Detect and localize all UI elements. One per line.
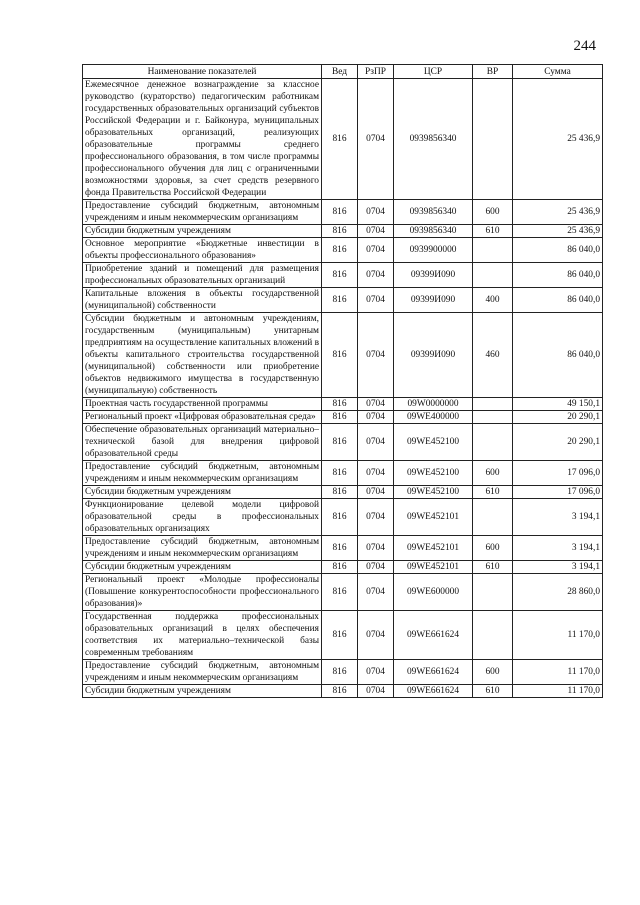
table-row: [83, 288, 603, 313]
cell-ved: 816: [322, 660, 358, 685]
cell-vr: [473, 499, 513, 536]
cell-rzpr: 0704: [358, 536, 394, 561]
cell-csr: 09399И090: [394, 313, 473, 398]
cell-sum: 86 040,0: [513, 263, 603, 288]
cell-ved: 816: [322, 499, 358, 536]
cell-rzpr: 0704: [358, 79, 394, 200]
cell-sum: 3 194,1: [513, 561, 603, 574]
cell-ved: 816: [322, 424, 358, 461]
table-row: [83, 79, 603, 200]
cell-csr: 09W0000000: [394, 398, 473, 411]
table-row: [83, 424, 603, 461]
cell-name: Проектная часть государственной программы: [83, 398, 322, 411]
cell-name: Предоставление субсидий бюджетным, автономным учреждениям и иным некоммерческим организациям: [83, 536, 322, 561]
table-row: [83, 486, 603, 499]
column-header-ved: Вед: [322, 65, 358, 79]
cell-name: Региональный проект «Цифровая образовательная среда»: [83, 411, 322, 424]
cell-name: Субсидии бюджетным учреждениям: [83, 486, 322, 499]
cell-ved: 816: [322, 574, 358, 611]
column-header-csr: ЦСР: [394, 65, 473, 79]
cell-sum: 3 194,1: [513, 499, 603, 536]
cell-name: Субсидии бюджетным учреждениям: [83, 225, 322, 238]
cell-ved: 816: [322, 561, 358, 574]
cell-sum: 17 096,0: [513, 486, 603, 499]
table-row: [83, 574, 603, 611]
cell-vr: 610: [473, 225, 513, 238]
cell-name: Обеспечение образовательных организаций материально–технической базой для внедрения цифровой образовательной среды: [83, 424, 322, 461]
cell-sum: 86 040,0: [513, 313, 603, 398]
cell-sum: 3 194,1: [513, 536, 603, 561]
cell-csr: 09WE452101: [394, 536, 473, 561]
table-row: [83, 461, 603, 486]
table-row: [83, 499, 603, 536]
table-row: [83, 313, 603, 398]
table-row: [83, 536, 603, 561]
cell-ved: 816: [322, 79, 358, 200]
cell-sum: 49 150,1: [513, 398, 603, 411]
cell-vr: [473, 79, 513, 200]
cell-rzpr: 0704: [358, 660, 394, 685]
cell-rzpr: 0704: [358, 499, 394, 536]
table-row: [83, 238, 603, 263]
cell-name: Государственная поддержка профессиональных образовательных организаций в целях обеспечения соответствия их материально–технической базы современным требованиям: [83, 611, 322, 660]
cell-vr: 610: [473, 685, 513, 698]
cell-sum: 20 290,1: [513, 424, 603, 461]
cell-name: Предоставление субсидий бюджетным, автономным учреждениям и иным некоммерческим организациям: [83, 200, 322, 225]
cell-rzpr: 0704: [358, 225, 394, 238]
cell-csr: 09399И090: [394, 263, 473, 288]
cell-vr: 610: [473, 486, 513, 499]
cell-ved: 816: [322, 411, 358, 424]
column-header-sum: Сумма: [513, 65, 603, 79]
cell-ved: 816: [322, 611, 358, 660]
cell-vr: [473, 411, 513, 424]
cell-ved: 816: [322, 486, 358, 499]
cell-name: Предоставление субсидий бюджетным, автономным учреждениям и иным некоммерческим организациям: [83, 461, 322, 486]
cell-ved: 816: [322, 225, 358, 238]
cell-name: Предоставление субсидий бюджетным, автономным учреждениям и иным некоммерческим организациям: [83, 660, 322, 685]
table-row: [83, 200, 603, 225]
cell-csr: 09WE452100: [394, 461, 473, 486]
cell-csr: 09399И090: [394, 288, 473, 313]
cell-csr: 0939856340: [394, 200, 473, 225]
table-row: [83, 685, 603, 698]
table-row: [83, 660, 603, 685]
table-row: [83, 561, 603, 574]
cell-rzpr: 0704: [358, 561, 394, 574]
cell-rzpr: 0704: [358, 574, 394, 611]
cell-csr: 0939900000: [394, 238, 473, 263]
cell-ved: 816: [322, 461, 358, 486]
cell-vr: [473, 398, 513, 411]
cell-rzpr: 0704: [358, 313, 394, 398]
cell-csr: 09WE452101: [394, 561, 473, 574]
cell-ved: 816: [322, 200, 358, 225]
cell-vr: [473, 424, 513, 461]
cell-name: Региональный проект «Молодые профессионалы (Повышение конкурентоспособности профессионального образования)»: [83, 574, 322, 611]
cell-sum: 20 290,1: [513, 411, 603, 424]
cell-vr: 600: [473, 536, 513, 561]
cell-csr: 09WE452100: [394, 486, 473, 499]
cell-rzpr: 0704: [358, 611, 394, 660]
cell-csr: 09WE661624: [394, 611, 473, 660]
cell-csr: 0939856340: [394, 225, 473, 238]
cell-csr: 09WE661624: [394, 685, 473, 698]
cell-sum: 86 040,0: [513, 288, 603, 313]
cell-ved: 816: [322, 685, 358, 698]
cell-sum: 28 860,0: [513, 574, 603, 611]
cell-ved: 816: [322, 313, 358, 398]
cell-rzpr: 0704: [358, 288, 394, 313]
cell-rzpr: 0704: [358, 486, 394, 499]
cell-sum: 11 170,0: [513, 660, 603, 685]
column-header-rzpr: РзПР: [358, 65, 394, 79]
table-row: [83, 263, 603, 288]
table-body: [83, 79, 603, 698]
page-number: 244: [573, 38, 596, 54]
cell-name: Субсидии бюджетным и автономным учреждениям, государственным (муниципальным) унитарным предприятиям на осуществление капитальных вложений в объекты капитального строительства государственной (муниципальной) собственности или приобретение объектов недвижимого имущества в государственную (муниципальную) собственность: [83, 313, 322, 398]
cell-vr: [473, 263, 513, 288]
cell-name: Ежемесячное денежное вознаграждение за классное руководство (кураторство) педагогическим работникам государственных образовательных организаций субъектов Российской Федерации и г. Байконура, муниципальных образовательных организаций, реализующих образовательные программы среднего профессионального образования, в том числе программы профессионального обучения для лиц с ограниченными возможностями здоровья, за счет средств резервного фонда Правительства Российской Федерации: [83, 79, 322, 200]
cell-ved: 816: [322, 536, 358, 561]
table-row: [83, 225, 603, 238]
cell-vr: 600: [473, 461, 513, 486]
cell-csr: 09WE452101: [394, 499, 473, 536]
cell-rzpr: 0704: [358, 263, 394, 288]
cell-rzpr: 0704: [358, 411, 394, 424]
cell-sum: 25 436,9: [513, 79, 603, 200]
cell-vr: 460: [473, 313, 513, 398]
cell-sum: 11 170,0: [513, 611, 603, 660]
cell-vr: 600: [473, 660, 513, 685]
cell-ved: 816: [322, 288, 358, 313]
cell-csr: 0939856340: [394, 79, 473, 200]
cell-name: Субсидии бюджетным учреждениям: [83, 561, 322, 574]
cell-sum: 86 040,0: [513, 238, 603, 263]
cell-sum: 25 436,9: [513, 225, 603, 238]
cell-csr: 09WE400000: [394, 411, 473, 424]
cell-sum: 25 436,9: [513, 200, 603, 225]
cell-vr: [473, 611, 513, 660]
cell-sum: 11 170,0: [513, 685, 603, 698]
cell-rzpr: 0704: [358, 200, 394, 225]
cell-vr: [473, 574, 513, 611]
table-row: [83, 611, 603, 660]
cell-rzpr: 0704: [358, 461, 394, 486]
cell-name: Функционирование целевой модели цифровой образовательной среды в профессиональных образовательных организациях: [83, 499, 322, 536]
cell-rzpr: 0704: [358, 685, 394, 698]
cell-vr: [473, 238, 513, 263]
cell-csr: 09WE452100: [394, 424, 473, 461]
cell-rzpr: 0704: [358, 398, 394, 411]
table-header-row: [83, 65, 603, 79]
cell-rzpr: 0704: [358, 238, 394, 263]
column-header-vr: ВР: [473, 65, 513, 79]
cell-sum: 17 096,0: [513, 461, 603, 486]
cell-name: Основное мероприятие «Бюджетные инвестиции в объекты профессионального образования»: [83, 238, 322, 263]
budget-table: [82, 64, 603, 698]
cell-name: Приобретение зданий и помещений для размещения профессиональных образовательных организаций: [83, 263, 322, 288]
cell-rzpr: 0704: [358, 424, 394, 461]
cell-csr: 09WE661624: [394, 660, 473, 685]
cell-ved: 816: [322, 238, 358, 263]
cell-vr: 610: [473, 561, 513, 574]
cell-ved: 816: [322, 263, 358, 288]
cell-name: Капитальные вложения в объекты государственной (муниципальной) собственности: [83, 288, 322, 313]
cell-ved: 816: [322, 398, 358, 411]
cell-vr: 400: [473, 288, 513, 313]
cell-csr: 09WE600000: [394, 574, 473, 611]
table-row: [83, 398, 603, 411]
cell-name: Субсидии бюджетным учреждениям: [83, 685, 322, 698]
cell-vr: 600: [473, 200, 513, 225]
table-row: [83, 411, 603, 424]
column-header-name: Наименование показателей: [83, 65, 322, 79]
